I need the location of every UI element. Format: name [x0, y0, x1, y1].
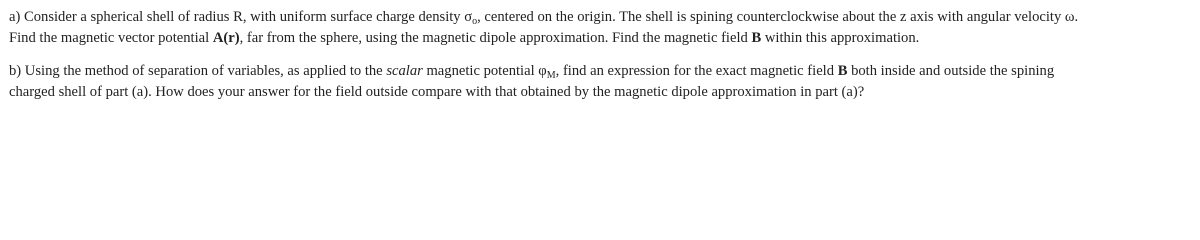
part-a-text-2: , centered on the origin. The shell is spining counterclockwise about the z axis with angular velocity [477, 9, 1065, 25]
omega-symbol: ω [1064, 9, 1075, 25]
part-a-text-1: a) Consider a spherical shell of radius R, with uniform surface charge density [9, 9, 465, 25]
part-b-text-5: charged shell of part (a). How does your answer for the field outside compare with that obtained by the magnetic dipole approximation in part (a)? [9, 84, 865, 100]
part-b-line-2 [9, 81, 1194, 102]
problem-text [0, 0, 1200, 115]
part-b-text-1: b) Using the method of separation of variables, as applied to the [9, 63, 387, 79]
part-a-text-5: , far from the sphere, using the magnetic dipole approximation. Find the magnetic field [239, 30, 752, 46]
sigma-symbol: σ [464, 9, 473, 25]
part-a-text-4: Find the magnetic vector potential [9, 30, 213, 46]
part-a-text-3: . [1074, 9, 1079, 25]
part-b-line-1 [9, 60, 1194, 81]
phi-symbol: φ [538, 63, 547, 79]
sigma-subscript: o [472, 16, 478, 27]
phi-subscript: M [546, 70, 556, 81]
part-a-line-2 [9, 27, 1194, 48]
part-a-paragraph [9, 6, 1194, 48]
part-a-line-1 [9, 6, 1194, 27]
scalar-word: scalar [386, 63, 423, 79]
vector-potential-symbol: A(r) [212, 30, 240, 46]
part-b-text-4: both inside and outside the spining [847, 63, 1055, 79]
part-b-paragraph [9, 60, 1194, 102]
part-b-text-3: , find an expression for the exact magnetic field [555, 63, 838, 79]
magnetic-field-symbol-b: B [837, 63, 848, 79]
part-b-text-2: magnetic potential [422, 63, 539, 79]
magnetic-field-symbol: B [751, 30, 762, 46]
part-a-text-6: within this approximation. [761, 30, 920, 46]
